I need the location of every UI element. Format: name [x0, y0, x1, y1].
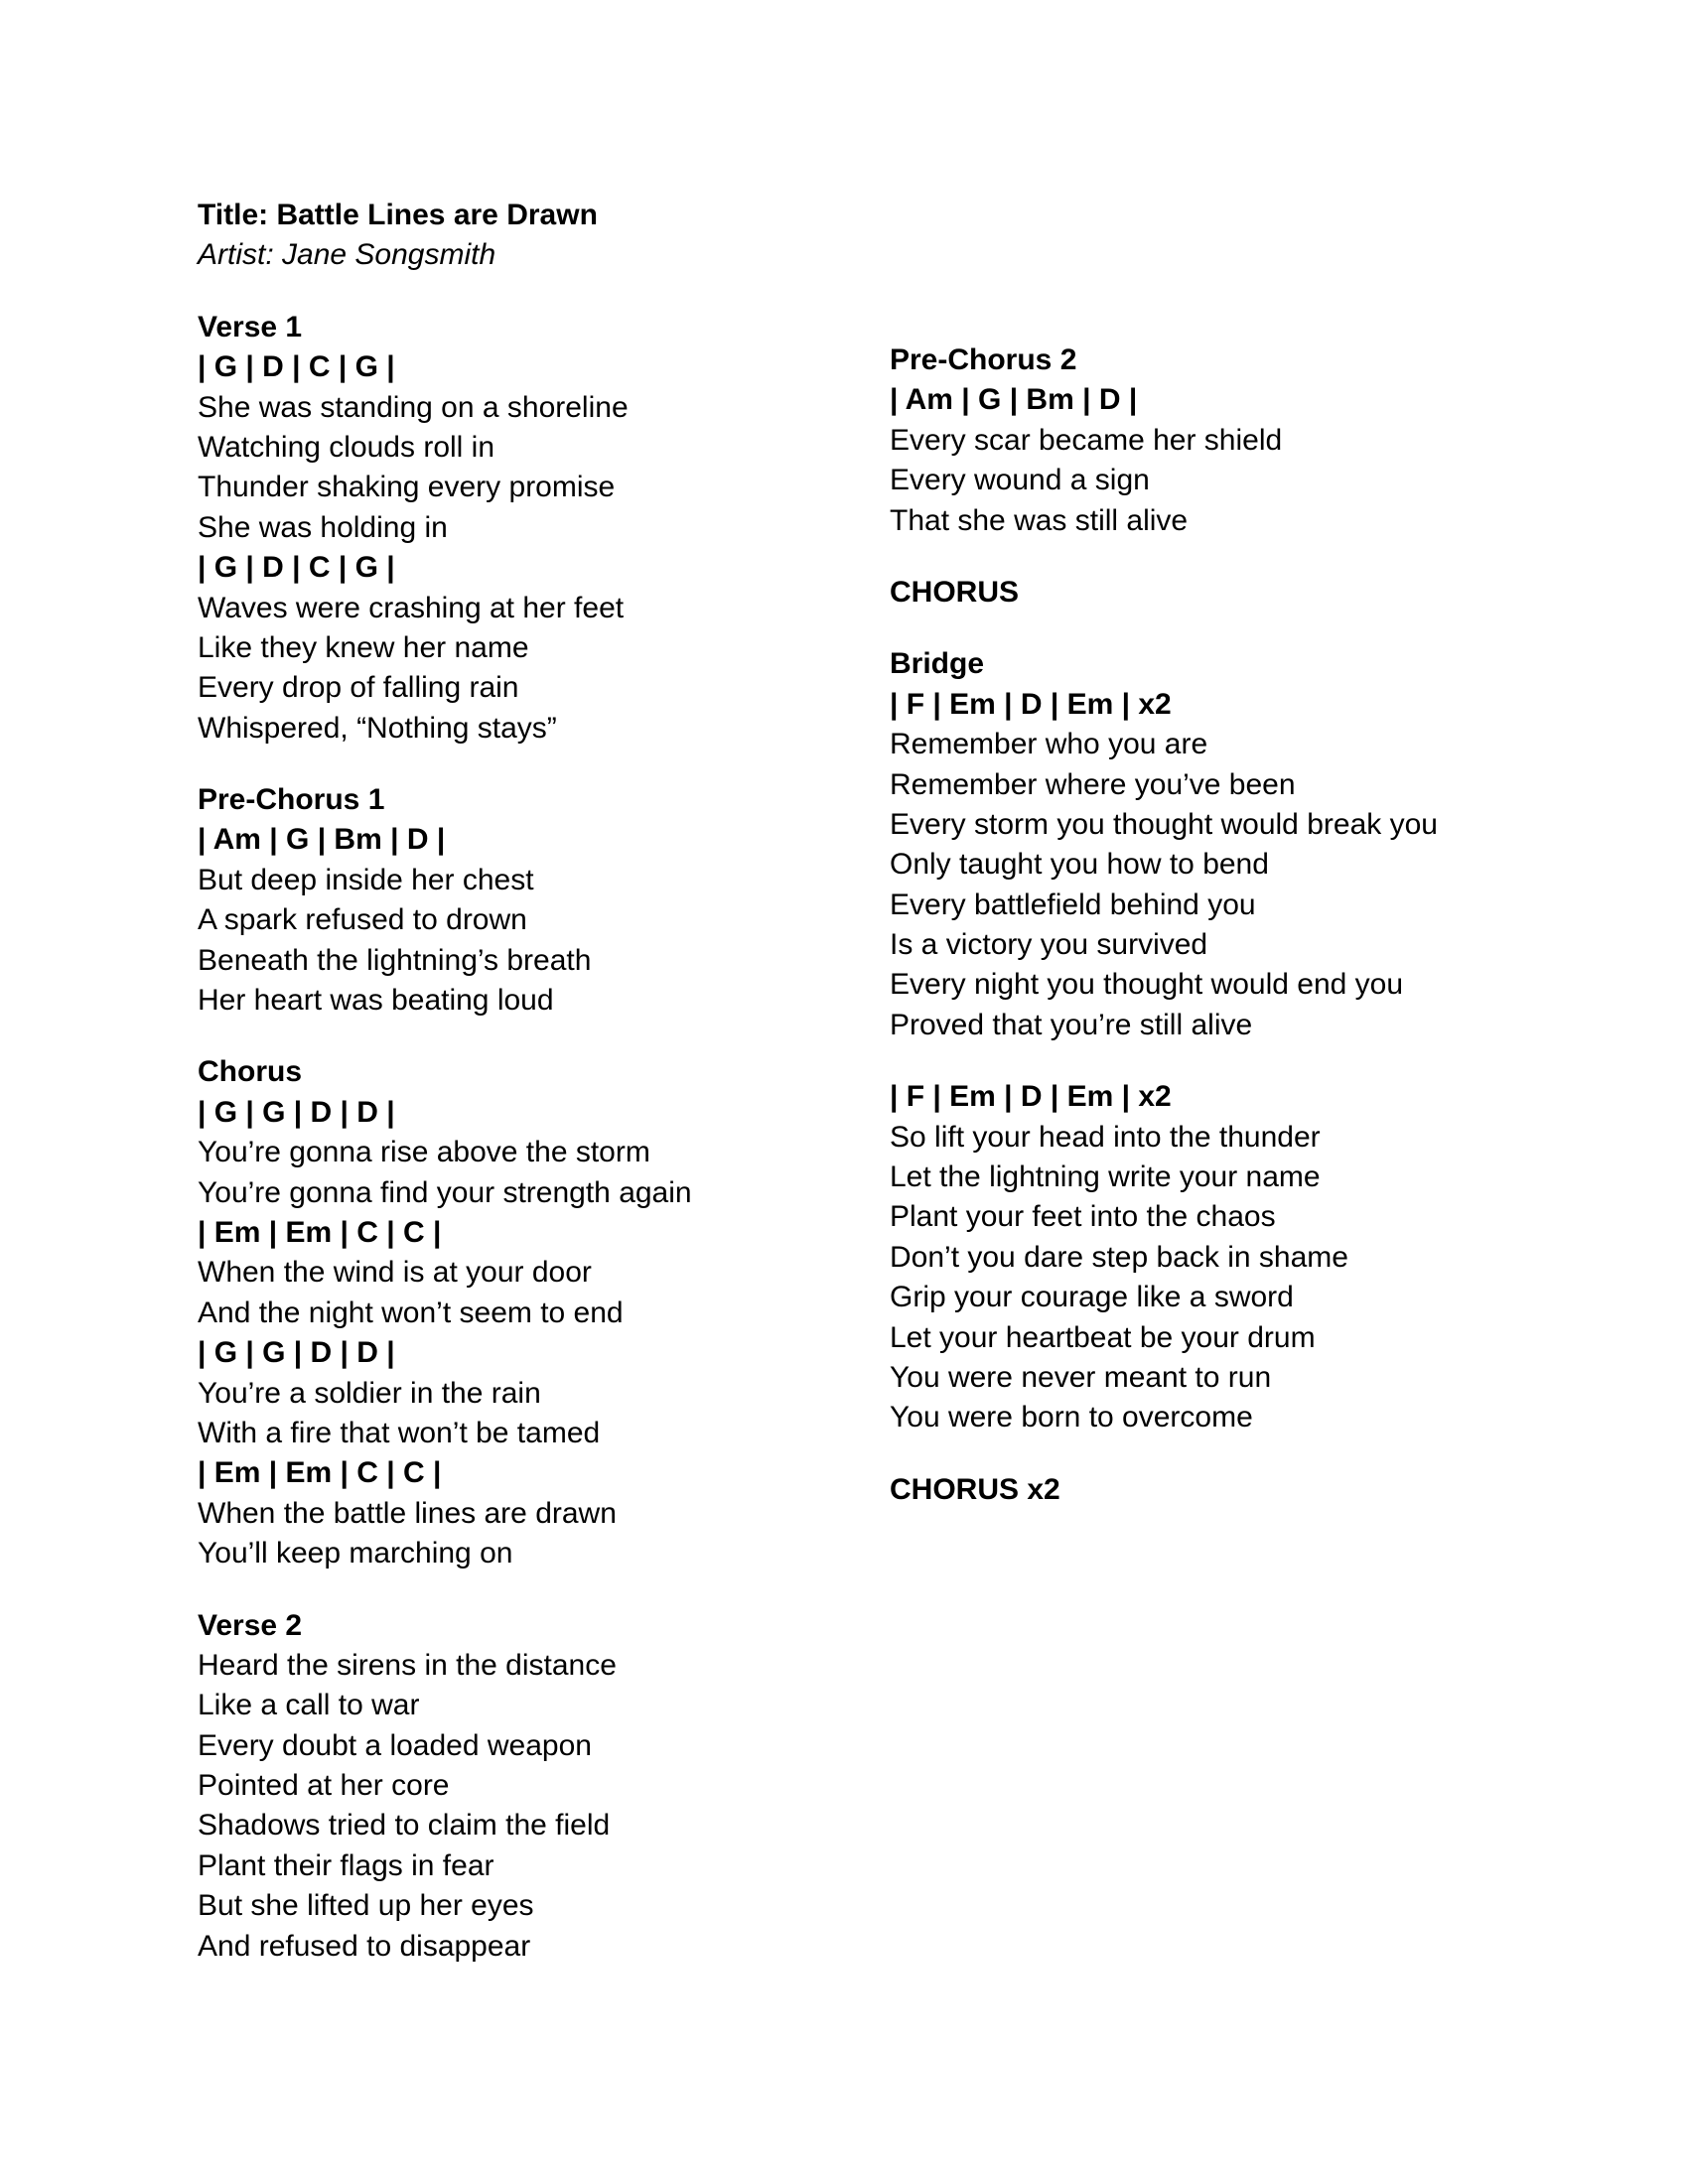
lyric-line: Every battlefield behind you: [890, 887, 1256, 921]
section-heading: Bridge: [890, 647, 985, 681]
section-heading: CHORUS: [890, 575, 1020, 609]
lyric-line: You’re a soldier in the rain: [198, 1376, 541, 1410]
lyric-line: Every wound a sign: [890, 464, 1150, 497]
section-heading: Verse 2: [198, 1608, 303, 1642]
lyric-line: Every night you thought would end you: [890, 968, 1404, 1002]
lyric-line: Every drop of falling rain: [198, 671, 519, 705]
lyric-line: She was holding in: [198, 510, 448, 544]
chord-line: | Em | Em | C | C |: [198, 1215, 442, 1249]
lyric-line: Waves were crashing at her feet: [198, 591, 625, 624]
lyric-line: But deep inside her chest: [198, 863, 534, 896]
chord-line: | Em | Em | C | C |: [198, 1456, 442, 1490]
lyric-line: Proved that you’re still alive: [890, 1008, 1253, 1041]
lyric-line: She was standing on a shoreline: [198, 390, 629, 424]
lyric-line: Every storm you thought would break you: [890, 807, 1438, 841]
section-heading: Chorus: [198, 1055, 302, 1089]
right-column: [890, 341, 1605, 1510]
lyric-line: Whispered, “Nothing stays”: [198, 711, 557, 745]
lyric-line: You’ll keep marching on: [198, 1537, 513, 1570]
lyric-line: But she lifted up her eyes: [198, 1889, 534, 1923]
lyric-line: With a fire that won’t be tamed: [198, 1416, 601, 1449]
lyric-line: Heard the sirens in the distance: [198, 1648, 617, 1682]
chord-line: | G | D | C | G |: [198, 551, 395, 585]
lyric-line: That she was still alive: [890, 503, 1189, 537]
lyric-line: Plant your feet into the chaos: [890, 1200, 1276, 1234]
lyric-line: A spark refused to drown: [198, 903, 527, 937]
section-heading: Verse 1: [198, 310, 303, 343]
song-artist: Artist: Jane Songsmith: [198, 238, 496, 272]
lyric-line: Remember where you’ve been: [890, 767, 1296, 801]
section-heading: Pre-Chorus 2: [890, 343, 1077, 376]
lyric-line: Pointed at her core: [198, 1769, 450, 1803]
spacer: [198, 276, 883, 308]
lyric-line: Every scar became her shield: [890, 423, 1283, 457]
lyric-line: Thunder shaking every promise: [198, 471, 616, 504]
chord-line: | Am | G | Bm | D |: [198, 823, 446, 857]
spacer: [198, 1021, 883, 1052]
song-title: Title: Battle Lines are Drawn: [198, 199, 598, 231]
lyric-line: Like they knew her name: [198, 630, 529, 664]
section-heading: Pre-Chorus 1: [198, 783, 385, 817]
lyric-line: Is a victory you survived: [890, 928, 1208, 962]
lyric-line: Shadows tried to claim the field: [198, 1809, 611, 1843]
lyric-line: When the wind is at your door: [198, 1256, 592, 1290]
spacer: [198, 749, 883, 780]
spacer: [890, 1045, 1605, 1077]
spacer: [890, 613, 1605, 644]
lyric-line: Watching clouds roll in: [198, 430, 495, 464]
lyric-line: Grip your courage like a sword: [890, 1281, 1294, 1314]
lyric-line: Don’t you dare step back in shame: [890, 1240, 1348, 1274]
right-lines: [890, 341, 1605, 1510]
lyric-line: You’re gonna find your strength again: [198, 1175, 692, 1209]
lyric-line: And the night won’t seem to end: [198, 1296, 624, 1329]
lyric-line: You were never meant to run: [890, 1360, 1272, 1394]
chord-line: | G | G | D | D |: [198, 1336, 395, 1370]
lyric-line: Like a call to war: [198, 1689, 420, 1722]
lyric-line: Every doubt a loaded weapon: [198, 1728, 592, 1762]
chord-line: | G | D | C | G |: [198, 350, 395, 384]
spacer: [890, 1438, 1605, 1470]
lyric-line: When the battle lines are drawn: [198, 1496, 617, 1530]
lyric-line: Remember who you are: [890, 728, 1208, 761]
spacer: [890, 541, 1605, 573]
section-heading: CHORUS x2: [890, 1472, 1060, 1506]
lyric-line: Plant their flags in fear: [198, 1848, 494, 1882]
chord-line: | Am | G | Bm | D |: [890, 383, 1138, 417]
lyric-line: Beneath the lightning’s breath: [198, 943, 592, 977]
chord-line: | G | G | D | D |: [198, 1095, 395, 1129]
lyric-line: Only taught you how to bend: [890, 848, 1269, 882]
lyric-line: Let your heartbeat be your drum: [890, 1320, 1316, 1354]
lyric-line: You were born to overcome: [890, 1401, 1253, 1434]
left-lines: [198, 308, 883, 1967]
lyric-line: Let the lightning write your name: [890, 1160, 1321, 1194]
chord-line: | F | Em | D | Em | x2: [890, 687, 1172, 721]
left-column: [198, 196, 883, 1967]
lyric-line: You’re gonna rise above the storm: [198, 1136, 650, 1169]
lyric-line: So lift your head into the thunder: [890, 1120, 1321, 1154]
chord-line: | F | Em | D | Em | x2: [890, 1080, 1172, 1114]
spacer: [198, 1574, 883, 1606]
lyric-line: Her heart was beating loud: [198, 984, 554, 1018]
lyric-line: And refused to disappear: [198, 1929, 531, 1963]
